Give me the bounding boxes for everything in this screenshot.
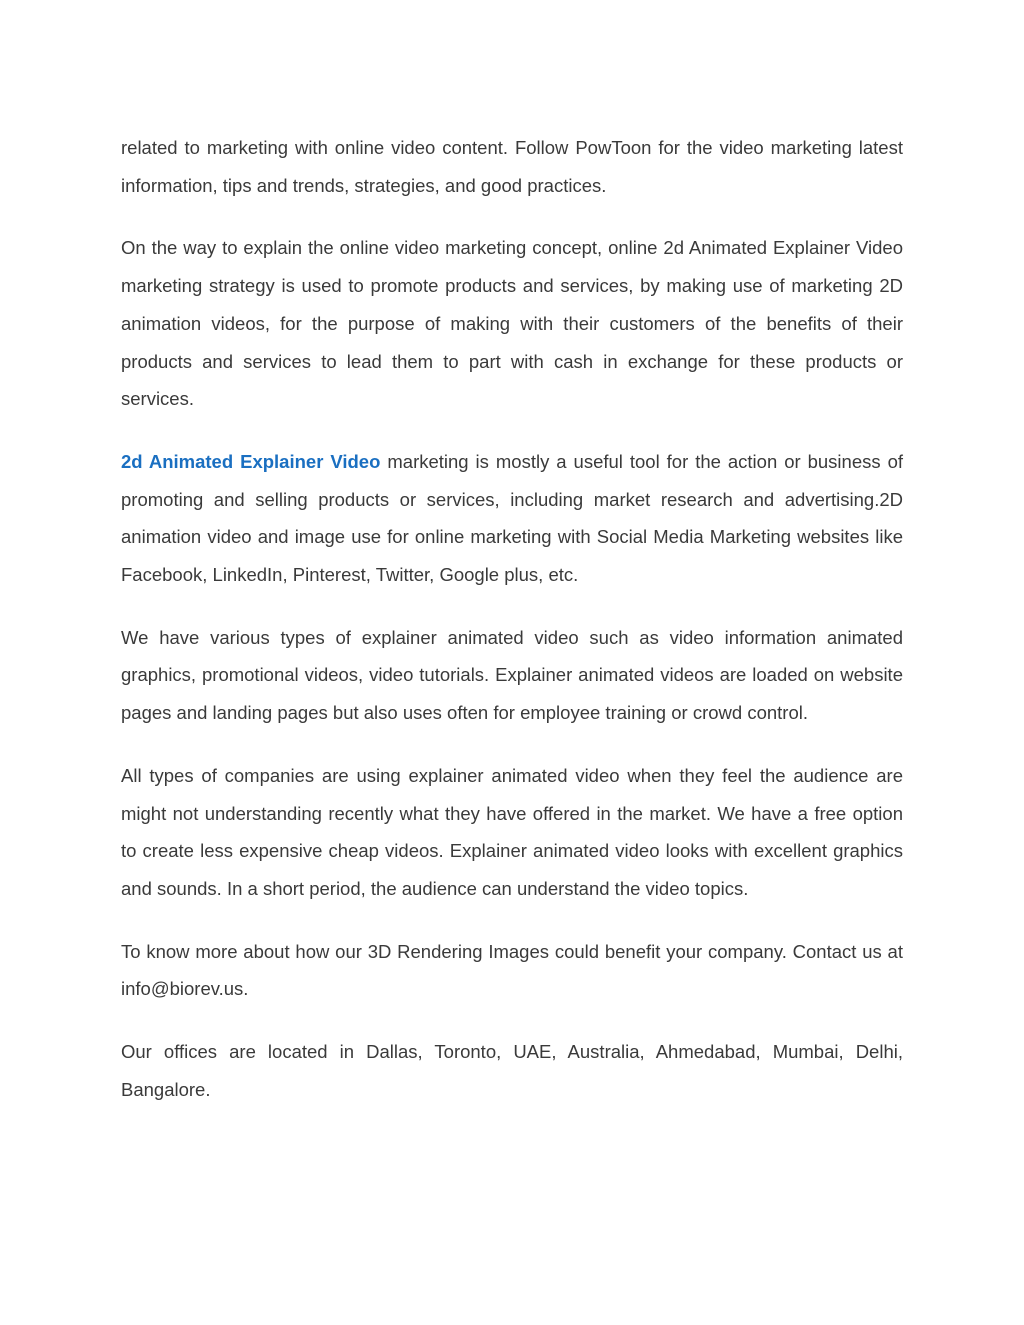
paragraph-powtoon: related to marketing with online video content. Follow PowToon for the video marketing latest information, tips and trends, strategies, and good practices. [121, 137, 903, 196]
paragraph-contact: To know more about how our 3D Rendering Images could benefit your company. Contact us at info@biorev.us. [121, 940, 903, 1000]
paragraph-video-types: We have various types of explainer animated video such as video information animated graphics, promotional videos, video tutorials. Explainer animated videos are loaded on website pages and landing pages but also uses often for employee training or crowd control. [121, 626, 903, 724]
paragraph-marketing-concept: On the way to explain the online video marketing concept, online 2d Animated Explainer Video marketing strategy is used to promote products and services, by making use of marketing 2D animation videos, for the purpose of making with their customers of the benefits of their products and services to lead them to part with cash in exchange for these products or services. [121, 237, 903, 410]
document-page [121, 129, 903, 1133]
paragraph-explainer-video-tool [121, 443, 903, 594]
paragraph-offices: Our offices are located in Dallas, Toronto, UAE, Australia, Ahmedabad, Mumbai, Delhi, Bangalore. [121, 1041, 903, 1100]
paragraph-explainer-video-text: marketing is mostly a useful tool for the action or business of promoting and selling products or services, including market research and advertising.2D animation video and image use for online marketing with Social Media Marketing websites like Facebook, LinkedIn, Pinterest, Twitter, Google plus, etc. [121, 450, 904, 586]
paragraph-companies: All types of companies are using explainer animated video when they feel the audience are might not understanding recently what they have offered in the market. We have a free option to create less expensive cheap videos. Explainer animated video looks with excellent graphics and sounds. In a short period, the audience can understand the video topics. [121, 764, 903, 899]
explainer-video-link[interactable]: 2d Animated Explainer Video [121, 450, 381, 472]
